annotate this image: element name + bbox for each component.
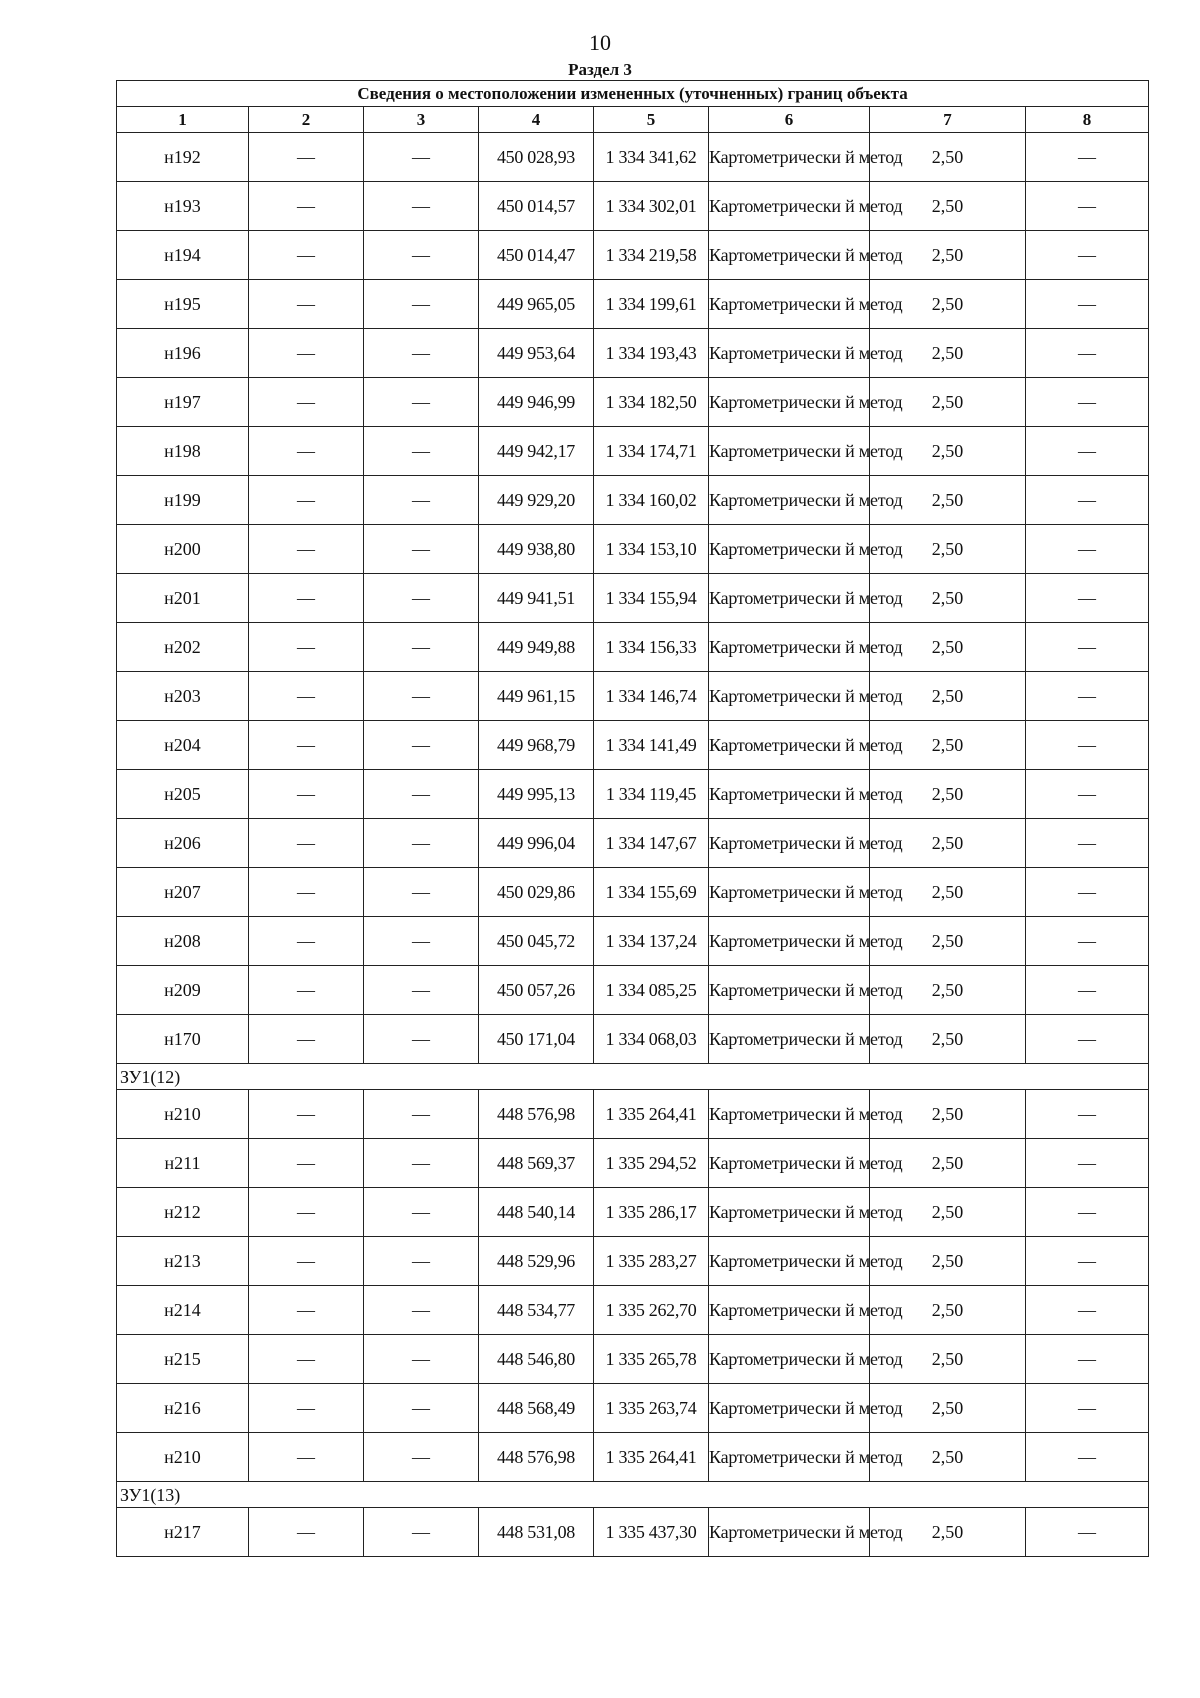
col3-cell: — xyxy=(364,1237,479,1286)
table-row xyxy=(117,672,1149,721)
y-coordinate-cell: 1 335 264,41 xyxy=(594,1090,709,1139)
point-name-cell: н210 xyxy=(117,1433,249,1482)
point-name-cell: н192 xyxy=(117,133,249,182)
point-name-cell: н217 xyxy=(117,1508,249,1557)
y-coordinate-cell: 1 335 263,74 xyxy=(594,1384,709,1433)
x-coordinate-cell: 448 534,77 xyxy=(479,1286,594,1335)
col2-cell: — xyxy=(249,1335,364,1384)
y-coordinate-cell: 1 334 219,58 xyxy=(594,231,709,280)
column-number: 5 xyxy=(594,107,709,133)
col3-cell: — xyxy=(364,819,479,868)
col3-cell: — xyxy=(364,1090,479,1139)
method-cell: Картометрически й метод xyxy=(709,378,870,427)
point-name-cell: н203 xyxy=(117,672,249,721)
method-cell: Картометрически й метод xyxy=(709,721,870,770)
point-name-cell: н202 xyxy=(117,623,249,672)
accuracy-cell: 2,50 xyxy=(870,280,1026,329)
col2-cell: — xyxy=(249,133,364,182)
x-coordinate-cell: 450 029,86 xyxy=(479,868,594,917)
point-name-cell: н211 xyxy=(117,1139,249,1188)
accuracy-cell: 2,50 xyxy=(870,1237,1026,1286)
method-cell: Картометрически й метод xyxy=(709,574,870,623)
col8-cell: — xyxy=(1026,1286,1149,1335)
point-name-cell: н206 xyxy=(117,819,249,868)
col8-cell: — xyxy=(1026,231,1149,280)
method-cell: Картометрически й метод xyxy=(709,1335,870,1384)
accuracy-cell: 2,50 xyxy=(870,819,1026,868)
col8-cell: — xyxy=(1026,966,1149,1015)
col2-cell: — xyxy=(249,721,364,770)
col8-cell: — xyxy=(1026,427,1149,476)
x-coordinate-cell: 448 546,80 xyxy=(479,1335,594,1384)
accuracy-cell: 2,50 xyxy=(870,1139,1026,1188)
y-coordinate-cell: 1 334 160,02 xyxy=(594,476,709,525)
method-cell: Картометрически й метод xyxy=(709,1139,870,1188)
table-row xyxy=(117,1508,1149,1557)
col3-cell: — xyxy=(364,1508,479,1557)
table-row xyxy=(117,819,1149,868)
y-coordinate-cell: 1 334 147,67 xyxy=(594,819,709,868)
col8-cell: — xyxy=(1026,721,1149,770)
col2-cell: — xyxy=(249,1508,364,1557)
table-row xyxy=(117,476,1149,525)
column-number: 2 xyxy=(249,107,364,133)
col8-cell: — xyxy=(1026,133,1149,182)
y-coordinate-cell: 1 335 286,17 xyxy=(594,1188,709,1237)
y-coordinate-cell: 1 334 119,45 xyxy=(594,770,709,819)
col2-cell: — xyxy=(249,672,364,721)
table-caption-row xyxy=(117,81,1149,107)
y-coordinate-cell: 1 335 265,78 xyxy=(594,1335,709,1384)
method-cell: Картометрически й метод xyxy=(709,623,870,672)
table-row xyxy=(117,427,1149,476)
accuracy-cell: 2,50 xyxy=(870,476,1026,525)
col2-cell: — xyxy=(249,231,364,280)
table-row xyxy=(117,1188,1149,1237)
group-label: ЗУ1(13) xyxy=(117,1482,1149,1508)
column-number: 6 xyxy=(709,107,870,133)
x-coordinate-cell: 448 576,98 xyxy=(479,1433,594,1482)
accuracy-cell: 2,50 xyxy=(870,917,1026,966)
point-name-cell: н195 xyxy=(117,280,249,329)
point-name-cell: н200 xyxy=(117,525,249,574)
method-cell: Картометрически й метод xyxy=(709,1015,870,1064)
accuracy-cell: 2,50 xyxy=(870,770,1026,819)
col3-cell: — xyxy=(364,1384,479,1433)
point-name-cell: н213 xyxy=(117,1237,249,1286)
y-coordinate-cell: 1 334 302,01 xyxy=(594,182,709,231)
x-coordinate-cell: 448 576,98 xyxy=(479,1090,594,1139)
x-coordinate-cell: 450 045,72 xyxy=(479,917,594,966)
accuracy-cell: 2,50 xyxy=(870,574,1026,623)
col8-cell: — xyxy=(1026,672,1149,721)
x-coordinate-cell: 450 057,26 xyxy=(479,966,594,1015)
col8-cell: — xyxy=(1026,329,1149,378)
col2-cell: — xyxy=(249,1090,364,1139)
accuracy-cell: 2,50 xyxy=(870,721,1026,770)
table-row xyxy=(117,525,1149,574)
col2-cell: — xyxy=(249,623,364,672)
method-cell: Картометрически й метод xyxy=(709,1286,870,1335)
table-title: Сведения о местоположении измененных (уточненных) границ объекта xyxy=(117,81,1149,107)
col8-cell: — xyxy=(1026,1090,1149,1139)
col3-cell: — xyxy=(364,574,479,623)
col2-cell: — xyxy=(249,574,364,623)
accuracy-cell: 2,50 xyxy=(870,329,1026,378)
x-coordinate-cell: 449 961,15 xyxy=(479,672,594,721)
y-coordinate-cell: 1 334 085,25 xyxy=(594,966,709,1015)
column-number: 3 xyxy=(364,107,479,133)
col8-cell: — xyxy=(1026,525,1149,574)
col3-cell: — xyxy=(364,1433,479,1482)
x-coordinate-cell: 448 540,14 xyxy=(479,1188,594,1237)
method-cell: Картометрически й метод xyxy=(709,672,870,721)
col8-cell: — xyxy=(1026,819,1149,868)
table-row xyxy=(117,133,1149,182)
method-cell: Картометрически й метод xyxy=(709,280,870,329)
x-coordinate-cell: 448 531,08 xyxy=(479,1508,594,1557)
col2-cell: — xyxy=(249,476,364,525)
y-coordinate-cell: 1 334 341,62 xyxy=(594,133,709,182)
col8-cell: — xyxy=(1026,770,1149,819)
table-row xyxy=(117,1335,1149,1384)
x-coordinate-cell: 450 014,57 xyxy=(479,182,594,231)
x-coordinate-cell: 449 968,79 xyxy=(479,721,594,770)
y-coordinate-cell: 1 334 156,33 xyxy=(594,623,709,672)
col8-cell: — xyxy=(1026,1508,1149,1557)
col8-cell: — xyxy=(1026,378,1149,427)
accuracy-cell: 2,50 xyxy=(870,1286,1026,1335)
method-cell: Картометрически й метод xyxy=(709,476,870,525)
point-name-cell: н214 xyxy=(117,1286,249,1335)
col8-cell: — xyxy=(1026,868,1149,917)
point-name-cell: н198 xyxy=(117,427,249,476)
accuracy-cell: 2,50 xyxy=(870,378,1026,427)
col2-cell: — xyxy=(249,280,364,329)
y-coordinate-cell: 1 334 199,61 xyxy=(594,280,709,329)
col8-cell: — xyxy=(1026,917,1149,966)
col3-cell: — xyxy=(364,966,479,1015)
section-title: Раздел 3 xyxy=(568,60,632,79)
point-name-cell: н197 xyxy=(117,378,249,427)
col2-cell: — xyxy=(249,1286,364,1335)
x-coordinate-cell: 449 953,64 xyxy=(479,329,594,378)
y-coordinate-cell: 1 334 153,10 xyxy=(594,525,709,574)
col3-cell: — xyxy=(364,133,479,182)
accuracy-cell: 2,50 xyxy=(870,868,1026,917)
col3-cell: — xyxy=(364,329,479,378)
col8-cell: — xyxy=(1026,280,1149,329)
method-cell: Картометрически й метод xyxy=(709,1188,870,1237)
x-coordinate-cell: 449 941,51 xyxy=(479,574,594,623)
accuracy-cell: 2,50 xyxy=(870,1508,1026,1557)
table-row xyxy=(117,378,1149,427)
col2-cell: — xyxy=(249,1139,364,1188)
point-name-cell: н208 xyxy=(117,917,249,966)
col2-cell: — xyxy=(249,427,364,476)
accuracy-cell: 2,50 xyxy=(870,966,1026,1015)
col2-cell: — xyxy=(249,966,364,1015)
col3-cell: — xyxy=(364,1335,479,1384)
table-row xyxy=(117,1090,1149,1139)
column-number: 4 xyxy=(479,107,594,133)
x-coordinate-cell: 450 014,47 xyxy=(479,231,594,280)
point-name-cell: н210 xyxy=(117,1090,249,1139)
method-cell: Картометрически й метод xyxy=(709,770,870,819)
y-coordinate-cell: 1 334 141,49 xyxy=(594,721,709,770)
accuracy-cell: 2,50 xyxy=(870,231,1026,280)
method-cell: Картометрически й метод xyxy=(709,1384,870,1433)
table-row xyxy=(117,868,1149,917)
point-name-cell: н201 xyxy=(117,574,249,623)
point-name-cell: н196 xyxy=(117,329,249,378)
x-coordinate-cell: 449 946,99 xyxy=(479,378,594,427)
col2-cell: — xyxy=(249,329,364,378)
col2-cell: — xyxy=(249,378,364,427)
col3-cell: — xyxy=(364,427,479,476)
table-row xyxy=(117,1384,1149,1433)
coordinates-table xyxy=(116,80,1149,1557)
table-row xyxy=(117,1015,1149,1064)
x-coordinate-cell: 449 938,80 xyxy=(479,525,594,574)
y-coordinate-cell: 1 335 283,27 xyxy=(594,1237,709,1286)
group-header-row xyxy=(117,1064,1149,1090)
column-number: 8 xyxy=(1026,107,1149,133)
accuracy-cell: 2,50 xyxy=(870,1335,1026,1384)
col3-cell: — xyxy=(364,1015,479,1064)
x-coordinate-cell: 450 028,93 xyxy=(479,133,594,182)
col3-cell: — xyxy=(364,280,479,329)
col8-cell: — xyxy=(1026,1335,1149,1384)
x-coordinate-cell: 449 995,13 xyxy=(479,770,594,819)
col8-cell: — xyxy=(1026,623,1149,672)
accuracy-cell: 2,50 xyxy=(870,1433,1026,1482)
col2-cell: — xyxy=(249,917,364,966)
accuracy-cell: 2,50 xyxy=(870,1188,1026,1237)
y-coordinate-cell: 1 334 193,43 xyxy=(594,329,709,378)
table-row xyxy=(117,966,1149,1015)
method-cell: Картометрически й метод xyxy=(709,133,870,182)
col3-cell: — xyxy=(364,1139,479,1188)
col8-cell: — xyxy=(1026,1139,1149,1188)
point-name-cell: н194 xyxy=(117,231,249,280)
x-coordinate-cell: 448 529,96 xyxy=(479,1237,594,1286)
col3-cell: — xyxy=(364,525,479,574)
y-coordinate-cell: 1 335 437,30 xyxy=(594,1508,709,1557)
x-coordinate-cell: 448 568,49 xyxy=(479,1384,594,1433)
col3-cell: — xyxy=(364,182,479,231)
group-label: ЗУ1(12) xyxy=(117,1064,1149,1090)
table-row xyxy=(117,1286,1149,1335)
table-row xyxy=(117,1139,1149,1188)
point-name-cell: н209 xyxy=(117,966,249,1015)
col8-cell: — xyxy=(1026,1188,1149,1237)
x-coordinate-cell: 449 996,04 xyxy=(479,819,594,868)
table-row xyxy=(117,329,1149,378)
method-cell: Картометрически й метод xyxy=(709,1237,870,1286)
y-coordinate-cell: 1 335 262,70 xyxy=(594,1286,709,1335)
method-cell: Картометрически й метод xyxy=(709,1090,870,1139)
col2-cell: — xyxy=(249,1384,364,1433)
group-header-row xyxy=(117,1482,1149,1508)
table-row xyxy=(117,182,1149,231)
x-coordinate-cell: 449 942,17 xyxy=(479,427,594,476)
col2-cell: — xyxy=(249,525,364,574)
col8-cell: — xyxy=(1026,1237,1149,1286)
col3-cell: — xyxy=(364,378,479,427)
y-coordinate-cell: 1 334 146,74 xyxy=(594,672,709,721)
column-number: 7 xyxy=(870,107,1026,133)
column-number: 1 xyxy=(117,107,249,133)
point-name-cell: н204 xyxy=(117,721,249,770)
table-row xyxy=(117,231,1149,280)
table-row xyxy=(117,280,1149,329)
col3-cell: — xyxy=(364,476,479,525)
point-name-cell: н205 xyxy=(117,770,249,819)
y-coordinate-cell: 1 335 264,41 xyxy=(594,1433,709,1482)
point-name-cell: н212 xyxy=(117,1188,249,1237)
point-name-cell: н207 xyxy=(117,868,249,917)
point-name-cell: н215 xyxy=(117,1335,249,1384)
col2-cell: — xyxy=(249,182,364,231)
col8-cell: — xyxy=(1026,1433,1149,1482)
col8-cell: — xyxy=(1026,476,1149,525)
method-cell: Картометрически й метод xyxy=(709,1508,870,1557)
accuracy-cell: 2,50 xyxy=(870,133,1026,182)
accuracy-cell: 2,50 xyxy=(870,623,1026,672)
table-row xyxy=(117,1433,1149,1482)
col3-cell: — xyxy=(364,623,479,672)
table-row xyxy=(117,623,1149,672)
y-coordinate-cell: 1 334 182,50 xyxy=(594,378,709,427)
col3-cell: — xyxy=(364,770,479,819)
x-coordinate-cell: 450 171,04 xyxy=(479,1015,594,1064)
col3-cell: — xyxy=(364,917,479,966)
col2-cell: — xyxy=(249,1188,364,1237)
method-cell: Картометрически й метод xyxy=(709,819,870,868)
accuracy-cell: 2,50 xyxy=(870,525,1026,574)
accuracy-cell: 2,50 xyxy=(870,672,1026,721)
accuracy-cell: 2,50 xyxy=(870,1090,1026,1139)
col2-cell: — xyxy=(249,770,364,819)
x-coordinate-cell: 448 569,37 xyxy=(479,1139,594,1188)
col8-cell: — xyxy=(1026,182,1149,231)
col8-cell: — xyxy=(1026,1384,1149,1433)
y-coordinate-cell: 1 335 294,52 xyxy=(594,1139,709,1188)
table-row xyxy=(117,1237,1149,1286)
accuracy-cell: 2,50 xyxy=(870,1015,1026,1064)
point-name-cell: н216 xyxy=(117,1384,249,1433)
method-cell: Картометрически й метод xyxy=(709,231,870,280)
col2-cell: — xyxy=(249,1237,364,1286)
method-cell: Картометрически й метод xyxy=(709,917,870,966)
method-cell: Картометрически й метод xyxy=(709,966,870,1015)
y-coordinate-cell: 1 334 174,71 xyxy=(594,427,709,476)
col3-cell: — xyxy=(364,868,479,917)
method-cell: Картометрически й метод xyxy=(709,182,870,231)
col2-cell: — xyxy=(249,819,364,868)
col3-cell: — xyxy=(364,672,479,721)
y-coordinate-cell: 1 334 068,03 xyxy=(594,1015,709,1064)
y-coordinate-cell: 1 334 155,69 xyxy=(594,868,709,917)
method-cell: Картометрически й метод xyxy=(709,1433,870,1482)
method-cell: Картометрически й метод xyxy=(709,868,870,917)
col2-cell: — xyxy=(249,1433,364,1482)
col3-cell: — xyxy=(364,1286,479,1335)
method-cell: Картометрически й метод xyxy=(709,329,870,378)
table-row xyxy=(117,770,1149,819)
x-coordinate-cell: 449 929,20 xyxy=(479,476,594,525)
accuracy-cell: 2,50 xyxy=(870,427,1026,476)
table-row xyxy=(117,917,1149,966)
point-name-cell: н199 xyxy=(117,476,249,525)
col8-cell: — xyxy=(1026,574,1149,623)
x-coordinate-cell: 449 949,88 xyxy=(479,623,594,672)
col3-cell: — xyxy=(364,231,479,280)
page-number: 10 xyxy=(589,30,611,55)
y-coordinate-cell: 1 334 155,94 xyxy=(594,574,709,623)
x-coordinate-cell: 449 965,05 xyxy=(479,280,594,329)
table-row xyxy=(117,721,1149,770)
method-cell: Картометрически й метод xyxy=(709,427,870,476)
method-cell: Картометрически й метод xyxy=(709,525,870,574)
point-name-cell: н193 xyxy=(117,182,249,231)
col2-cell: — xyxy=(249,868,364,917)
accuracy-cell: 2,50 xyxy=(870,1384,1026,1433)
accuracy-cell: 2,50 xyxy=(870,182,1026,231)
col3-cell: — xyxy=(364,1188,479,1237)
col2-cell: — xyxy=(249,1015,364,1064)
col8-cell: — xyxy=(1026,1015,1149,1064)
table-row xyxy=(117,574,1149,623)
point-name-cell: н170 xyxy=(117,1015,249,1064)
column-number-row xyxy=(117,107,1149,133)
y-coordinate-cell: 1 334 137,24 xyxy=(594,917,709,966)
col3-cell: — xyxy=(364,721,479,770)
